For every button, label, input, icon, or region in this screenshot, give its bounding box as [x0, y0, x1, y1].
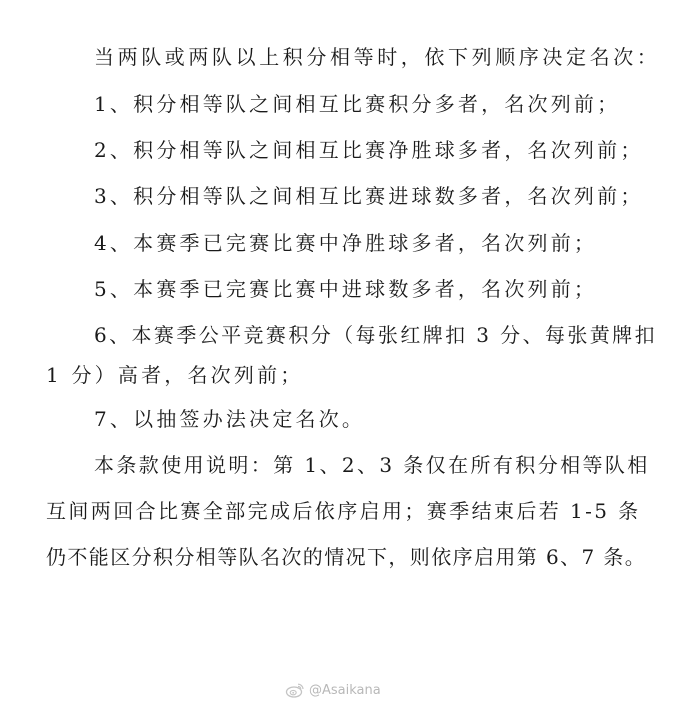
rule-item-6-continued: 1 分）高者，名次列前；	[46, 363, 304, 387]
rule-item-2: 2、积分相等队之间相互比赛净胜球多者，名次列前；	[94, 138, 644, 162]
rule-item-1: 1、积分相等队之间相互比赛积分多者，名次列前；	[94, 92, 621, 116]
rule-item-6: 6、本赛季公平竞赛积分（每张红牌扣 3 分、每张黄牌扣	[94, 323, 657, 347]
intro-paragraph: 当两队或两队以上积分相等时，依下列顺序决定名次：	[94, 45, 661, 69]
usage-note: 本条款使用说明：第 1、2、3 条仅在所有积分相等队相	[94, 453, 650, 477]
usage-note-continued-2: 仍不能区分积分相等队名次的情况下，则依序启用第 6、7 条。	[46, 545, 647, 569]
rule-item-3: 3、积分相等队之间相互比赛进球数多者，名次列前；	[94, 184, 644, 208]
usage-note-continued-1: 互间两回合比赛全部完成后依序启用；赛季结束后若 1-5 条	[46, 499, 641, 523]
watermark-text: @Asaikana	[309, 682, 381, 698]
rule-item-7: 7、以抽签办法决定名次。	[94, 407, 366, 431]
watermark	[285, 682, 381, 698]
rule-item-5: 5、本赛季已完赛比赛中进球数多者，名次列前；	[94, 277, 598, 301]
weibo-logo-icon	[285, 682, 305, 698]
rule-item-4: 4、本赛季已完赛比赛中净胜球多者，名次列前；	[94, 231, 598, 255]
